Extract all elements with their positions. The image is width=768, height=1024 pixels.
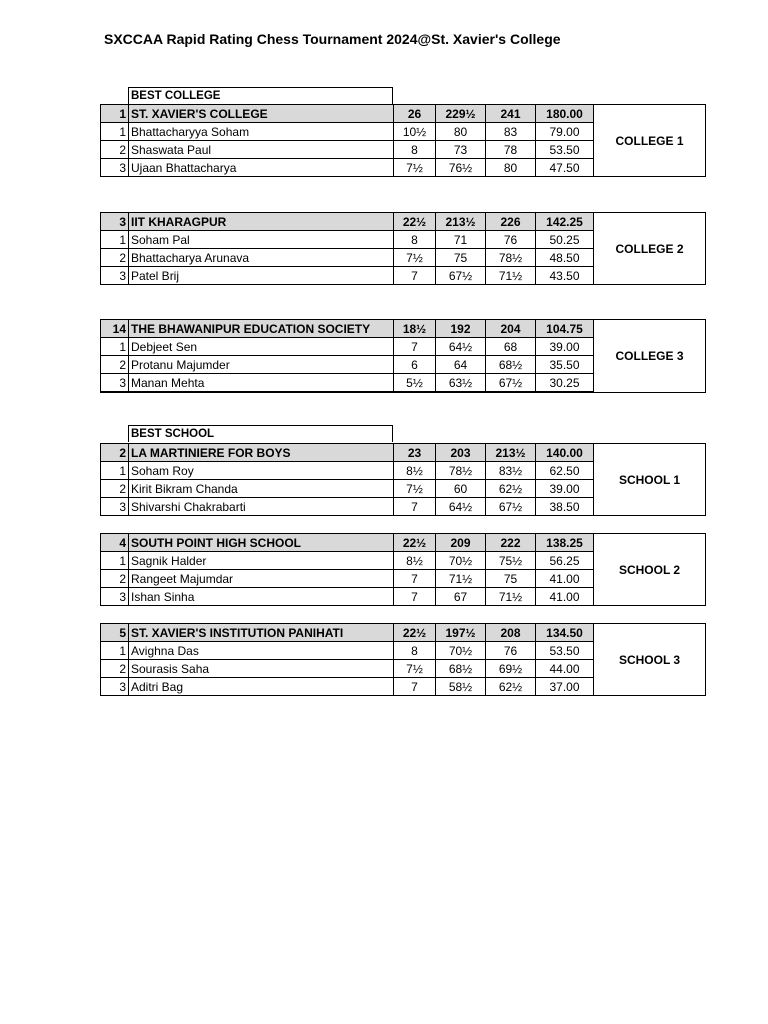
player-points: 7½ (394, 249, 436, 267)
player-tiebreak-1: 60 (436, 480, 486, 498)
player-name: Shaswata Paul (129, 141, 394, 159)
college-team-table (100, 319, 706, 393)
player-tiebreak-3: 38.50 (536, 498, 594, 516)
page-title: SXCCAA Rapid Rating Chess Tournament 2024@St. Xavier's College (104, 31, 561, 47)
player-name: Debjeet Sen (129, 338, 394, 356)
player-tiebreak-3: 35.50 (536, 356, 594, 374)
player-tiebreak-3: 44.00 (536, 660, 594, 678)
school-team-table (100, 623, 706, 696)
player-points: 8½ (394, 462, 436, 480)
player-tiebreak-2: 83½ (486, 462, 536, 480)
player-rank: 1 (101, 231, 129, 249)
team-name: ST. XAVIER'S COLLEGE (129, 105, 394, 123)
player-name: Patel Brij (129, 267, 394, 285)
player-rank: 1 (101, 642, 129, 660)
player-tiebreak-3: 37.00 (536, 678, 594, 696)
player-tiebreak-3: 30.25 (536, 374, 594, 393)
player-points: 7½ (394, 660, 436, 678)
player-points: 10½ (394, 123, 436, 141)
player-name: Soham Roy (129, 462, 394, 480)
player-tiebreak-1: 67½ (436, 267, 486, 285)
player-rank: 3 (101, 267, 129, 285)
player-name: Ishan Sinha (129, 588, 394, 606)
player-tiebreak-1: 80 (436, 123, 486, 141)
player-tiebreak-2: 75 (486, 570, 536, 588)
player-tiebreak-2: 80 (486, 159, 536, 177)
player-tiebreak-1: 67 (436, 588, 486, 606)
best-college-label: BEST COLLEGE (128, 87, 393, 104)
player-tiebreak-3: 41.00 (536, 570, 594, 588)
player-tiebreak-2: 68 (486, 338, 536, 356)
team-points: 22½ (394, 624, 436, 642)
team-tiebreak-3: 140.00 (536, 444, 594, 462)
player-points: 7 (394, 588, 436, 606)
player-points: 5½ (394, 374, 436, 393)
team-name: IIT KHARAGPUR (129, 213, 394, 231)
team-tiebreak-2: 204 (486, 320, 536, 338)
player-tiebreak-1: 75 (436, 249, 486, 267)
player-rank: 1 (101, 123, 129, 141)
player-name: Protanu Majumder (129, 356, 394, 374)
player-points: 7 (394, 267, 436, 285)
player-tiebreak-3: 79.00 (536, 123, 594, 141)
player-tiebreak-1: 58½ (436, 678, 486, 696)
team-rank: 2 (101, 444, 129, 462)
player-points: 8 (394, 141, 436, 159)
player-name: Avighna Das (129, 642, 394, 660)
player-rank: 1 (101, 552, 129, 570)
player-tiebreak-1: 64½ (436, 498, 486, 516)
team-rank: 3 (101, 213, 129, 231)
player-name: Sourasis Saha (129, 660, 394, 678)
player-points: 7 (394, 338, 436, 356)
player-tiebreak-3: 47.50 (536, 159, 594, 177)
player-tiebreak-1: 71 (436, 231, 486, 249)
player-name: Kirit Bikram Chanda (129, 480, 394, 498)
player-tiebreak-3: 39.00 (536, 480, 594, 498)
player-points: 8½ (394, 552, 436, 570)
player-rank: 1 (101, 462, 129, 480)
player-tiebreak-3: 41.00 (536, 588, 594, 606)
team-rank: 4 (101, 534, 129, 552)
team-name: THE BHAWANIPUR EDUCATION SOCIETY (129, 320, 394, 338)
player-tiebreak-1: 76½ (436, 159, 486, 177)
team-tiebreak-2: 213½ (486, 444, 536, 462)
award-label: SCHOOL 3 (594, 624, 706, 696)
team-points: 18½ (394, 320, 436, 338)
player-tiebreak-2: 78½ (486, 249, 536, 267)
player-tiebreak-1: 70½ (436, 552, 486, 570)
player-rank: 2 (101, 660, 129, 678)
team-points: 26 (394, 105, 436, 123)
player-tiebreak-3: 50.25 (536, 231, 594, 249)
player-points: 7 (394, 678, 436, 696)
player-rank: 3 (101, 588, 129, 606)
player-tiebreak-3: 48.50 (536, 249, 594, 267)
player-tiebreak-1: 64 (436, 356, 486, 374)
player-name: Rangeet Majumdar (129, 570, 394, 588)
team-tiebreak-1: 192 (436, 320, 486, 338)
team-tiebreak-1: 203 (436, 444, 486, 462)
player-rank: 3 (101, 159, 129, 177)
team-name: ST. XAVIER'S INSTITUTION PANIHATI (129, 624, 394, 642)
team-points: 23 (394, 444, 436, 462)
player-rank: 3 (101, 678, 129, 696)
award-label: SCHOOL 2 (594, 534, 706, 606)
player-tiebreak-2: 78 (486, 141, 536, 159)
player-tiebreak-3: 39.00 (536, 338, 594, 356)
player-tiebreak-2: 75½ (486, 552, 536, 570)
team-points: 22½ (394, 213, 436, 231)
player-tiebreak-2: 62½ (486, 480, 536, 498)
player-tiebreak-2: 68½ (486, 356, 536, 374)
player-tiebreak-3: 53.50 (536, 642, 594, 660)
player-points: 8 (394, 231, 436, 249)
player-tiebreak-2: 67½ (486, 498, 536, 516)
school-team-table (100, 443, 706, 516)
player-name: Soham Pal (129, 231, 394, 249)
player-rank: 2 (101, 480, 129, 498)
award-label: SCHOOL 1 (594, 444, 706, 516)
player-tiebreak-1: 64½ (436, 338, 486, 356)
player-name: Bhattacharyya Soham (129, 123, 394, 141)
school-team-table (100, 533, 706, 606)
college-team-table (100, 104, 706, 177)
team-tiebreak-3: 104.75 (536, 320, 594, 338)
player-rank: 3 (101, 498, 129, 516)
team-tiebreak-3: 180.00 (536, 105, 594, 123)
team-rank: 1 (101, 105, 129, 123)
team-tiebreak-2: 222 (486, 534, 536, 552)
team-tiebreak-1: 213½ (436, 213, 486, 231)
player-tiebreak-1: 73 (436, 141, 486, 159)
player-tiebreak-3: 62.50 (536, 462, 594, 480)
player-tiebreak-2: 71½ (486, 588, 536, 606)
player-name: Manan Mehta (129, 374, 394, 393)
award-label: COLLEGE 2 (594, 213, 706, 285)
player-tiebreak-2: 76 (486, 642, 536, 660)
player-tiebreak-1: 70½ (436, 642, 486, 660)
player-rank: 2 (101, 570, 129, 588)
player-tiebreak-1: 71½ (436, 570, 486, 588)
college-team-table (100, 212, 706, 285)
award-label: COLLEGE 3 (594, 320, 706, 393)
player-points: 6 (394, 356, 436, 374)
player-rank: 2 (101, 141, 129, 159)
player-tiebreak-3: 56.25 (536, 552, 594, 570)
player-tiebreak-1: 78½ (436, 462, 486, 480)
player-tiebreak-1: 68½ (436, 660, 486, 678)
team-tiebreak-2: 241 (486, 105, 536, 123)
player-name: Bhattacharya Arunava (129, 249, 394, 267)
player-name: Aditri Bag (129, 678, 394, 696)
player-points: 7 (394, 570, 436, 588)
team-tiebreak-2: 208 (486, 624, 536, 642)
player-name: Ujaan Bhattacharya (129, 159, 394, 177)
player-points: 7½ (394, 159, 436, 177)
team-tiebreak-3: 142.25 (536, 213, 594, 231)
player-rank: 2 (101, 249, 129, 267)
player-tiebreak-2: 62½ (486, 678, 536, 696)
player-name: Sagnik Halder (129, 552, 394, 570)
player-tiebreak-2: 76 (486, 231, 536, 249)
player-tiebreak-3: 53.50 (536, 141, 594, 159)
team-tiebreak-1: 209 (436, 534, 486, 552)
player-points: 8 (394, 642, 436, 660)
player-tiebreak-3: 43.50 (536, 267, 594, 285)
player-rank: 1 (101, 338, 129, 356)
player-points: 7 (394, 498, 436, 516)
player-rank: 3 (101, 374, 129, 393)
team-rank: 14 (101, 320, 129, 338)
player-tiebreak-2: 71½ (486, 267, 536, 285)
team-rank: 5 (101, 624, 129, 642)
award-label: COLLEGE 1 (594, 105, 706, 177)
team-tiebreak-3: 138.25 (536, 534, 594, 552)
player-tiebreak-2: 69½ (486, 660, 536, 678)
player-tiebreak-2: 83 (486, 123, 536, 141)
team-tiebreak-1: 229½ (436, 105, 486, 123)
team-tiebreak-2: 226 (486, 213, 536, 231)
player-tiebreak-2: 67½ (486, 374, 536, 393)
best-school-label: BEST SCHOOL (128, 425, 393, 442)
team-tiebreak-3: 134.50 (536, 624, 594, 642)
team-name: LA MARTINIERE FOR BOYS (129, 444, 394, 462)
team-points: 22½ (394, 534, 436, 552)
player-name: Shivarshi Chakrabarti (129, 498, 394, 516)
team-tiebreak-1: 197½ (436, 624, 486, 642)
team-name: SOUTH POINT HIGH SCHOOL (129, 534, 394, 552)
player-points: 7½ (394, 480, 436, 498)
player-tiebreak-1: 63½ (436, 374, 486, 393)
player-rank: 2 (101, 356, 129, 374)
